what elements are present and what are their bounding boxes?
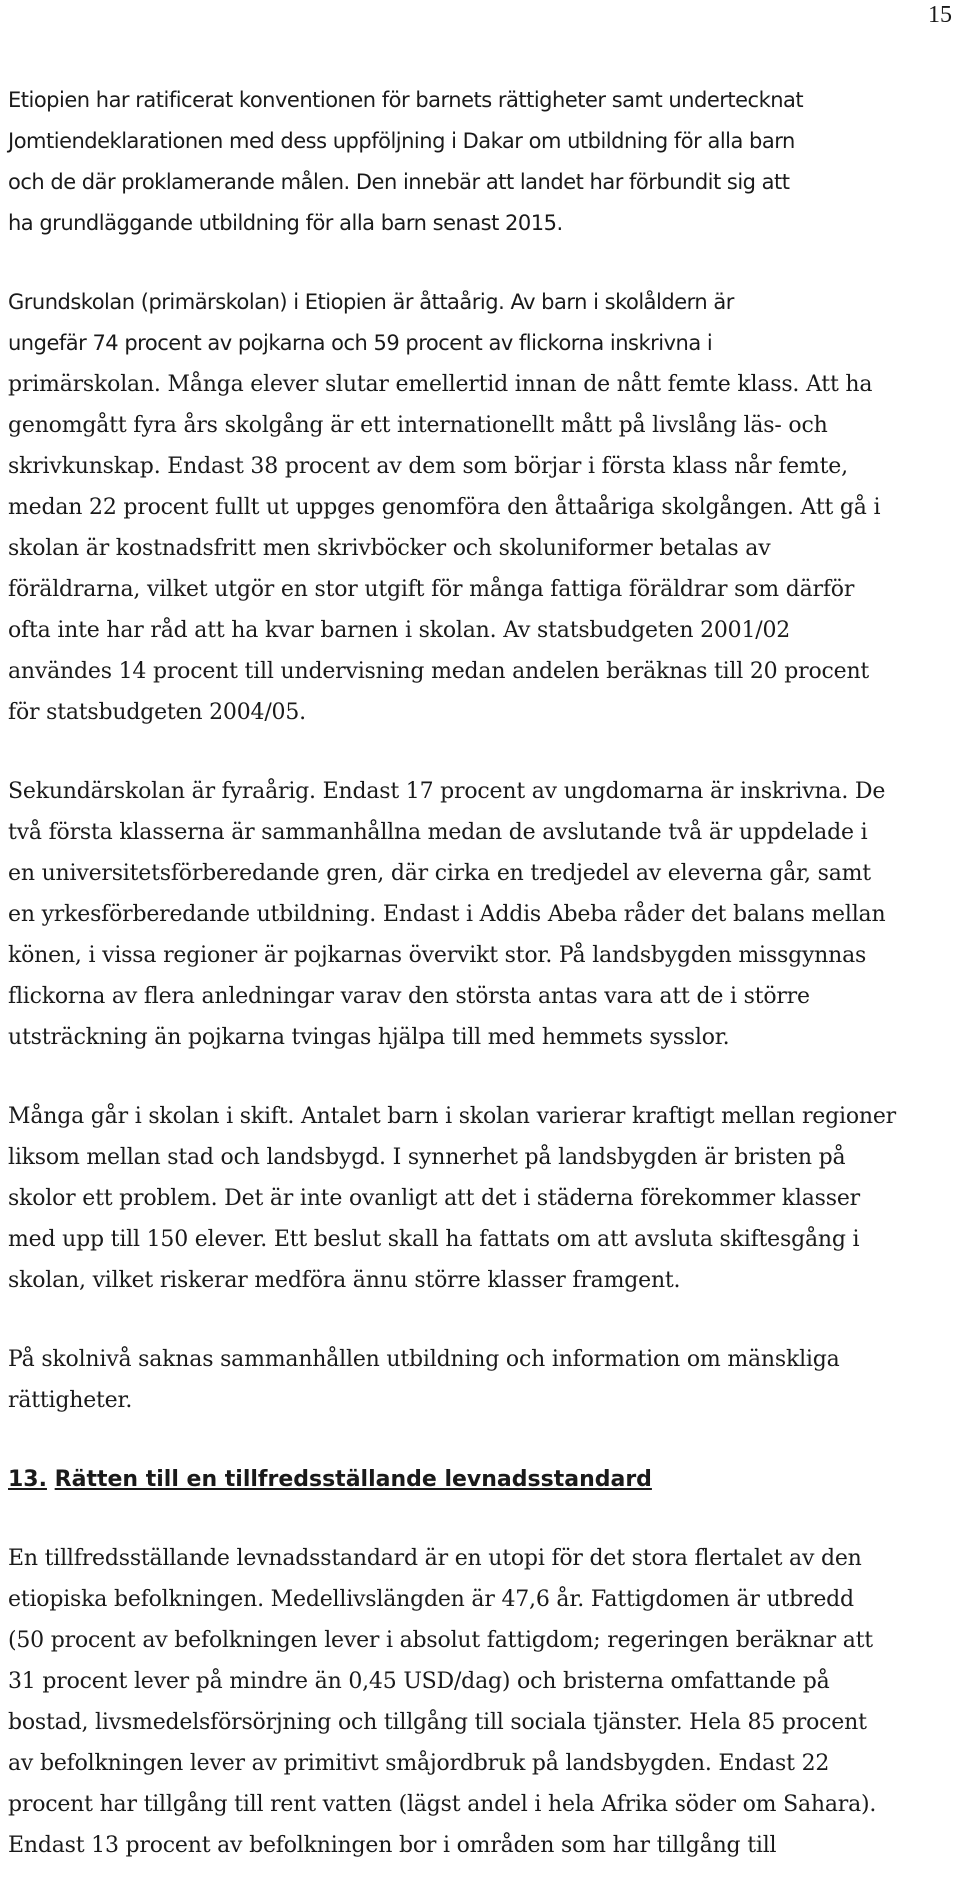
paragraph-human-rights-education: På skolnivå saknas sammanhållen utbildning och information om mänskliga rättigheter.	[8, 1347, 840, 1413]
paragraph-primary-school: primärskolan. Många elever slutar emellertid innan de nått femte klass. Att ha genomgått fyra års skolgång är ett internationellt mått på livslång läs- och skrivkunskap. Endast 38 procent av dem som börjar i första klass når femte, medan 22 procent fullt ut uppges genomföra den åttaåriga skolgången. Att gå i skolan är kostnadsfritt men skrivböcker och skoluniformer betalas av föräldrarna, vilket utgör en stor utgift för många fattiga föräldrar som därför ofta inte har råd att ha kvar barnen i skolan. Av statsbudgeten 2001/02 användes 14 procent till undervisning medan andelen beräknas till 20 procent för statsbudgeten 2004/05.	[8, 372, 881, 725]
paragraph-secondary-school: Sekundärskolan är fyraårig. Endast 17 procent av ungdomarna är inskrivna. De två första klasserna är sammanhållna medan de avslutande två är uppdelade i en universitetsförberedande gren, där cirka en tredjedel av eleverna går, samt en yrkesförberedande utbildning. Endast i Addis Abeba råder det balans mellan könen, i vissa regioner är pojkarnas övervikt stor. På landsbygden missgynnas flickorna av flera anledningar varav den största antas vara att de i större utsträckning än pojkarna tvingas hjälpa till med hemmets sysslor.	[8, 779, 886, 1050]
page-number: 15	[928, 2, 952, 28]
paragraph-living-standard: En tillfredsställande levnadsstandard är en utopi för det stora flertalet av den etiopiska befolkningen. Medellivslängden är 47,6 år. Fattigdomen är utbredd (50 procent av befolkningen lever i absolut fattigdom; regeringen beräknar att 31 procent lever på mindre än 0,45 USD/dag) och bristerna omfattande på bostad, livsmedelsförsörjning och tillgång till sociala tjänster. Hela 85 procent av befolkningen lever av primitivt småjordbruk på landsbygden. Endast 22 procent har tillgång till rent vatten (lägst andel i hela Afrika söder om Sahara). Endast 13 procent av befolkningen bor i områden som har tillgång till	[8, 1546, 877, 1858]
paragraph-primary-school-intro: Grundskolan (primärskolan) i Etiopien är åttaårig. Av barn i skolåldern är ungefär 74 procent av pojkarna och 59 procent av flickorna inskrivna i	[8, 290, 734, 355]
section-number: 13.	[8, 1467, 47, 1492]
section-title: Rätten till en tillfredsställande levnadsstandard	[54, 1467, 652, 1492]
paragraph-convention: Etiopien har ratificerat konventionen för barnets rättigheter samt undertecknat Jomtiendeklarationen med dess uppföljning i Dakar om utbildning för alla barn och de där proklamerande målen. Den innebär att landet har förbundit sig att ha grundläggande utbildning för alla barn senast 2015.	[8, 88, 804, 235]
section-heading	[8, 1459, 948, 1500]
document-body	[8, 80, 948, 1904]
paragraph-shifts: Många går i skolan i skift. Antalet barn i skolan varierar kraftigt mellan regioner liksom mellan stad och landsbygd. I synnerhet på landsbygden är bristen på skolor ett problem. Det är inte ovanligt att det i städerna förekommer klasser med upp till 150 elever. Ett beslut skall ha fattats om att avsluta skiftesgång i skolan, vilket riskerar medföra ännu större klasser framgent.	[8, 1104, 896, 1293]
